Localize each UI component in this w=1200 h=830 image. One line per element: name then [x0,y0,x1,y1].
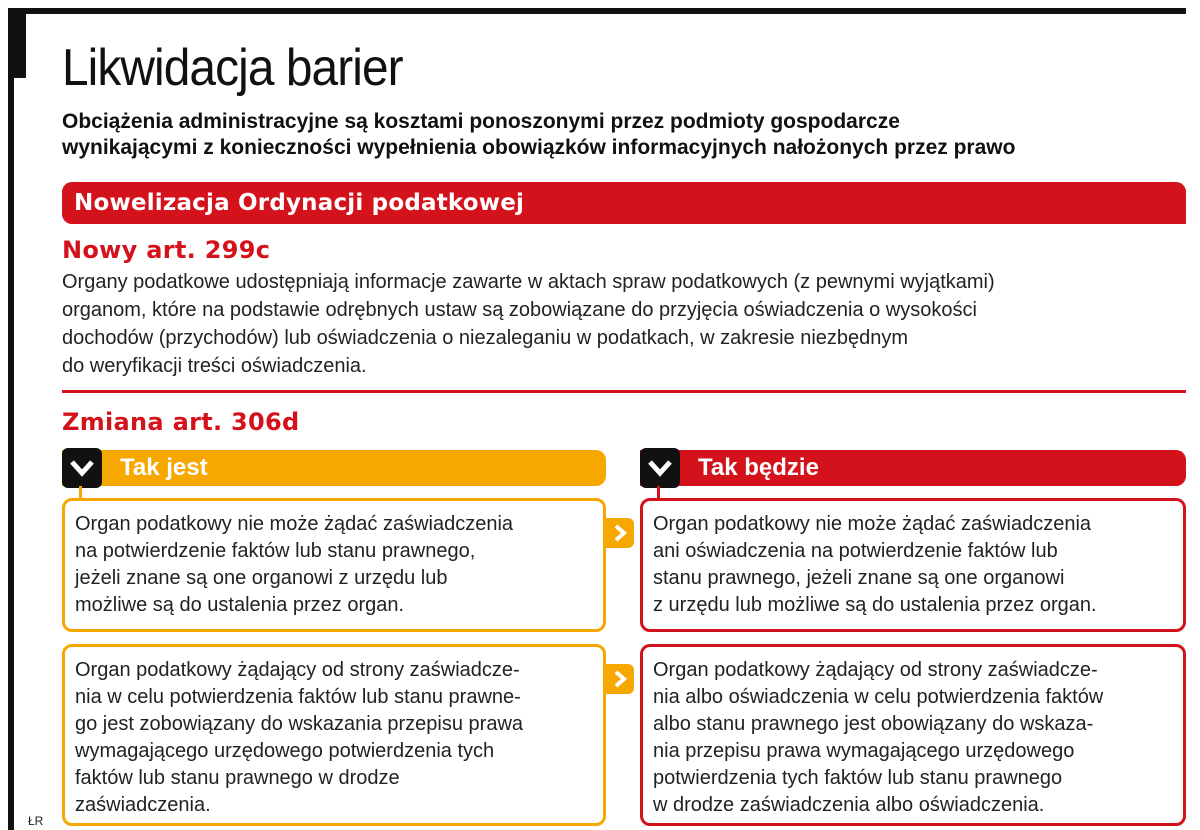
box-line: z urzędu lub możliwe są do ustalenia przez organ. [653,594,1097,616]
frame-corner-notch [8,8,26,78]
box-line: nia albo oświadczenia w celu potwierdzenia faktów [653,686,1104,708]
article-body-line: do weryfikacji treści oświadczenia. [62,355,367,377]
box-line: zaświadczenia. [75,794,211,816]
box-line: albo stanu prawnego jest obowiązany do wskaza- [653,713,1094,735]
column-label-future: Tak będzie [698,454,819,481]
chevron-down-icon [62,448,102,488]
box-line: nia w celu potwierdzenia faktów lub stanu prawne- [75,686,521,708]
subtitle [62,109,1182,161]
frame-top-border [8,8,1186,14]
article-body-line: Organy podatkowe udostępniają informacje zawarte w aktach spraw podatkowych (z pewnymi wyjątkami) [62,271,995,293]
box-line: Organ podatkowy żądający od strony zaświadcze- [653,659,1098,681]
box-line: faktów lub stanu prawnego w drodze [75,767,400,789]
chevron-right-icon [606,518,634,548]
box-line: ani oświadczenia na potwierdzenie faktów lub [653,540,1058,562]
article-body-line: dochodów (przychodów) lub oświadczenia o niezaleganiu w podatkach, w zakresie niezbędnym [62,327,909,349]
box-line: w drodze zaświadczenia albo oświadczenia. [653,794,1045,816]
box-line: potwierdzenia tych faktów lub stanu prawnego [653,767,1063,789]
current-rule-box-2 [62,644,606,826]
box-line: jeżeli znane są one organowi z urzędu lub [75,567,448,589]
box-line: Organ podatkowy żądający od strony zaświadcze- [75,659,520,681]
box-line: Organ podatkowy nie może żądać zaświadczenia [75,513,514,535]
column-label-current: Tak jest [120,454,208,481]
box-line: wymagającego urzędowego potwierdzenia tych [75,740,495,762]
frame-left-border [8,8,14,830]
column-header-current [62,450,606,486]
page-title: Likwidacja barier [62,39,403,97]
box-line: Organ podatkowy nie może żądać zaświadczenia [653,513,1092,535]
chevron-right-icon [606,664,634,694]
box-line: go jest zobowiązany do wskazania przepisu prawa [75,713,524,735]
current-rule-box-1 [62,498,606,632]
section-title-bar: Nowelizacja Ordynacji podatkowej [62,182,1186,224]
chevron-down-icon [640,448,680,488]
future-rule-box-2 [640,644,1186,826]
box-line: stanu prawnego, jeżeli znane są one organowi [653,567,1065,589]
subtitle-line: wynikającymi z konieczności wypełnienia obowiązków informacyjnych nałożonych przez prawo [62,136,1016,159]
article-heading-299c: Nowy art. 299c [62,236,271,264]
section-divider [62,390,1186,393]
future-rule-box-1 [640,498,1186,632]
article-heading-306d: Zmiana art. 306d [62,408,300,436]
box-line: na potwierdzenie faktów lub stanu prawnego, [75,540,476,562]
article-body-299c [62,268,1182,380]
author-credit: ŁR [28,814,44,828]
box-line: nia przepisu prawa wymagającego urzędowego [653,740,1075,762]
article-body-line: organom, które na podstawie odrębnych ustaw są zobowiązane do przyjęcia oświadczenia o wysokości [62,299,977,321]
box-line: możliwe są do ustalenia przez organ. [75,594,405,616]
column-header-future [640,450,1186,486]
subtitle-line: Obciążenia administracyjne są kosztami ponoszonymi przez podmioty gospodarcze [62,110,900,133]
